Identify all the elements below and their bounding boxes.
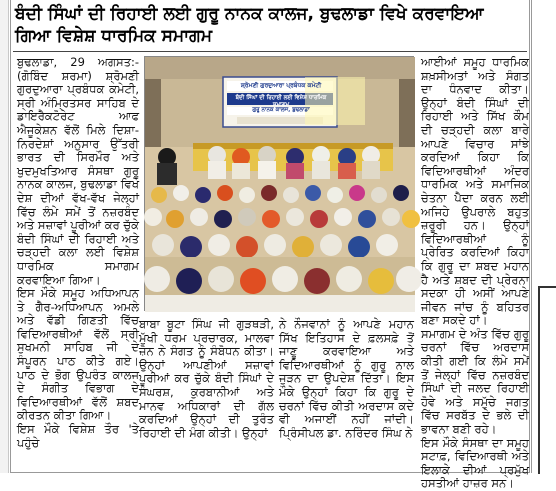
- left-neighbor-column: [0, 0, 9, 473]
- banner-line-2: ਬੰਦੀ ਸਿੰਘਾਂ ਦੀ ਰਿਹਾਈ ਲਈ ਵਿਸ਼ੇਸ਼ ਧਾਰਮਿਕ ਸਮਾਗਮ: [235, 95, 327, 108]
- paragraph: ਇਸ ਮੌਕੇ ਵਿਸ਼ੇਸ਼ ਤੌਰ 'ਤੇ ਪਹੁੰਚੇ: [17, 422, 139, 450]
- news-article: [10, 0, 530, 491]
- paragraph: ਬੁਢਲਾਡਾ, 29 ਅਗਸਤ:- (ਗੋਬਿੰਦ ਸ਼ਰਮਾ) ਸ਼੍ਰੋਮਣੀ ਗੁਰਦੁਆਰਾ ਪ੍ਰਬੰਧਕ ਕਮੇਟੀ, ਸ੍ਰੀ ਅੰਮ੍ਰਿਤਸਰ ਸਾਹਿਬ ਦੇ ਡਾਇਰੈਕਟੋਰੇਟ ਆਫ ਐਜੂਕੇਸ਼ਨ ਵੱਲੋਂ ਮਿਲੇ ਦਿਸ਼ਾ-ਨਿਰਦੇਸ਼ਾਂ ਅਨੁਸਾਰ ਉੱਤਰੀ ਭਾਰਤ ਦੀ ਸਿਰਮੌਰ ਅਤੇ ਖੁਦਮੁਖਤਿਆਰ ਸੰਸਥਾ ਗੁਰੂ ਨਾਨਕ ਕਾਲਜ, ਬੁਢਲਾਡਾ ਵਿਖੇ ਦੇਸ਼ ਦੀਆਂ ਵੱਖ-ਵੱਖ ਜੇਲ੍ਹਾਂ ਵਿੱਚ ਲੰਮੇ ਸਮੇਂ ਤੋਂ ਨਜ਼ਰਬੰਦ ਅਤੇ ਸਜ਼ਾਵਾਂ ਪੂਰੀਆਂ ਕਰ ਚੁੱਕੇ ਬੰਦੀ ਸਿੰਘਾਂ ਦੀ ਰਿਹਾਈ ਅਤੇ ਚੜ੍ਹਦੀ ਕਲਾ ਲਈ ਵਿਸ਼ੇਸ਼ ਧਾਰਮਿਕ ਸਮਾਗਮ ਕਰਵਾਇਆ ਗਿਆ।: [17, 55, 139, 287]
- neighbor-box-frame: [538, 286, 556, 474]
- paragraph: ਸਮਾਗਮ ਦੇ ਅੰਤ ਵਿੱਚ ਗੁਰੂ ਚਰਨਾਂ ਵਿੱਚ ਅਰਦਾਸ ਕੀਤੀ ਗਈ ਕਿ ਲੰਮੇ ਸਮੇਂ ਤੋਂ ਜੇਲ੍ਹਾਂ ਵਿੱਚ ਨਜ਼ਰਬੰਦ ਸਿੰਘਾਂ ਦੀ ਜਲਦ ਰਿਹਾਈ ਹੋਵੇ ਅਤੇ ਸਮੁੱਚੇ ਜਗਤ ਵਿੱਚ ਸਰਬੱਤ ਦੇ ਭਲੇ ਦੀ ਭਾਵਨਾ ਬਣੀ ਰਹੇ।: [421, 326, 529, 437]
- event-photo: [144, 56, 414, 311]
- paragraph: ਬਾਬਾ ਬੂਟਾ ਸਿੰਘ ਜੀ ਗੁੜਥੜੀ, ਮੁੱਖੀ ਧਰਮ ਪ੍ਰਚਾਰਕ, ਮਾਲਵਾ ਜ਼ੋਨ ਨੇ ਸੰਗਤ ਨੂੰ ਸੰਬੋਧਨ ਕੀਤਾ। ਉਨ੍ਹਾਂ ਆਪਣੀਆਂ ਸਜ਼ਾਵਾਂ ਪੂਰੀਆਂ ਕਰ ਚੁੱਕੇ ਬੰਦੀ ਸਿੰਘਾਂ ਦੇ ਸੰਘਰਸ਼, ਕੁਰਬਾਨੀਆਂ ਅਤੇ ਮਾਨਵ ਅਧਿਕਾਰਾਂ ਦੀ ਗੱਲ ਕਰਦਿਆਂ ਉਨ੍ਹਾਂ ਦੀ ਤੁਰੰਤ ਰਿਹਾਈ ਦੀ ਮੰਗ ਕੀਤੀ। ਉਨ੍ਹਾਂ: [139, 317, 274, 440]
- banner-line-3: ਗੁਰੂ ਨਾਨਕ ਕਾਲਜ, ਬੁਢਲਾਡਾ: [252, 107, 310, 113]
- paragraph: ਨੇ ਨੌਜਵਾਨਾਂ ਨੂੰ ਆਪਣੇ ਮਹਾਨ ਸਿੱਖ ਇਤਿਹਾਸ ਦੇ ਫ਼ਲਸਫ਼ੇ ਤੋਂ ਜਾਣੂ ਕਰਵਾਇਆ ਅਤੇ ਵਿਦਿਆਰਥੀਆਂ ਨੂੰ ਗੁਰੂ ਨਾਲ ਜੁੜਨ ਦਾ ਉਪਦੇਸ਼ ਦਿੱਤਾ। ਇਸ ਮੌਕੇ ਉਨ੍ਹਾਂ ਕਿਹਾ ਕਿ ਗੁਰੂ ਦੇ ਚਰਨਾਂ ਵਿੱਚ ਕੀਤੀ ਅਰਦਾਸ ਕਦੇ ਵੀ ਅਜਾਈਂ ਨਹੀਂ ਜਾਂਦੀ। ਪ੍ਰਿੰਸੀਪਲ ਡਾ. ਨਰਿੰਦਰ ਸਿੰਘ ਨੇ: [279, 317, 414, 440]
- article-column-4: [421, 55, 529, 491]
- headline-divider: [13, 51, 527, 52]
- article-column-2: [139, 318, 274, 468]
- article-column-1: [17, 56, 139, 466]
- paragraph: ਇਸ ਮੌਕੇ ਸੰਸਥਾ ਦਾ ਸਮੂਹ ਸਟਾਫ਼, ਵਿਦਿਆਰਥੀ ਅਤੇ ਇਲਾਕੇ ਦੀਆਂ ਪ੍ਰਮੁੱਖ ਹਸਤੀਆਂ ਹਾਜ਼ਰ ਸਨ।: [421, 435, 529, 491]
- right-neighbor-column: [531, 0, 554, 473]
- article-headline: ਬੰਦੀ ਸਿੰਘਾਂ ਦੀ ਰਿਹਾਈ ਲਈ ਗੁਰੂ ਨਾਨਕ ਕਾਲਜ, ਬੁਢਲਾਡਾ ਵਿਖੇ ਕਰਵਾਇਆ ਗਿਆ ਵਿਸ਼ੇਸ਼ ਧਾਰਮਿਕ ਸਮਾਗਮ: [15, 4, 484, 46]
- banner-line-1: ਸ਼੍ਰੋਮਣੀ ਗੁਰਦੁਆਰਾ ਪ੍ਰਬੰਧਕ ਕਮੇਟੀ: [240, 82, 322, 89]
- paragraph: ਇਸ ਮੌਕੇ ਸਮੂਹ ਅਧਿਆਪਨ ਤੇ ਗੈਰ-ਅਧਿਆਪਨ ਅਮਲੇ ਅਤੇ ਵੱਡੀ ਗਿਣਤੀ ਵਿੱਚ ਵਿਦਿਆਰਥੀਆਂ ਵੱਲੋਂ ਸ੍ਰੀ ਸੁਖਮਨੀ ਸਾਹਿਬ ਜੀ ਦੇ ਸੰਪੂਰਨ ਪਾਠ ਕੀਤੇ ਗਏ। ਪਾਠ ਦੇ ਭੋਗ ਉਪਰੰਤ ਕਾਲਜ ਦੇ ਸੰਗੀਤ ਵਿਭਾਗ ਦੇ ਵਿਦਿਆਰਥੀਆਂ ਵੱਲੋਂ ਸ਼ਬਦ ਕੀਰਤਨ ਕੀਤਾ ਗਿਆ।: [17, 286, 139, 423]
- article-column-3: [279, 318, 414, 468]
- paragraph: ਆਈਆਂ ਸਮੂਹ ਧਾਰਮਿਕ ਸ਼ਖ਼ਸੀਅਤਾਂ ਅਤੇ ਸੰਗਤ ਦਾ ਧੰਨਵਾਦ ਕੀਤਾ। ਉਨ੍ਹਾਂ ਬੰਦੀ ਸਿੰਘਾਂ ਦੀ ਰਿਹਾਈ ਅਤੇ ਸਿੱਖ ਕੌਮ ਦੀ ਚੜ੍ਹਦੀ ਕਲਾ ਬਾਰੇ ਆਪਣੇ ਵਿਚਾਰ ਸਾਂਝੇ ਕਰਦਿਆਂ ਕਿਹਾ ਕਿ ਵਿਦਿਆਰਥੀਆਂ ਅੰਦਰ ਧਾਰਮਿਕ ਅਤੇ ਸਮਾਜਿਕ ਚੇਤਨਾ ਪੈਦਾ ਕਰਨ ਲਈ ਅਜਿਹੇ ਉਪਰਾਲੇ ਬਹੁਤ ਜ਼ਰੂਰੀ ਹਨ। ਉਨ੍ਹਾਂ ਵਿਦਿਆਰਥੀਆਂ ਨੂੰ ਪ੍ਰੇਰਿਤ ਕਰਦਿਆਂ ਕਿਹਾ ਕਿ ਗੁਰੂ ਦਾ ਸ਼ਬਦ ਮਹਾਨ ਹੈ ਅਤੇ ਸ਼ਬਦ ਦੀ ਪ੍ਰੇਰਨਾ ਸਦਕਾ ਹੀ ਅਸੀਂ ਆਪਣੇ ਜੀਵਨ ਜਾਂਚ ਨੂੰ ਬਹਿਤਰ ਬਣਾ ਸਕਦੇ ਹਾਂ।: [421, 55, 529, 328]
